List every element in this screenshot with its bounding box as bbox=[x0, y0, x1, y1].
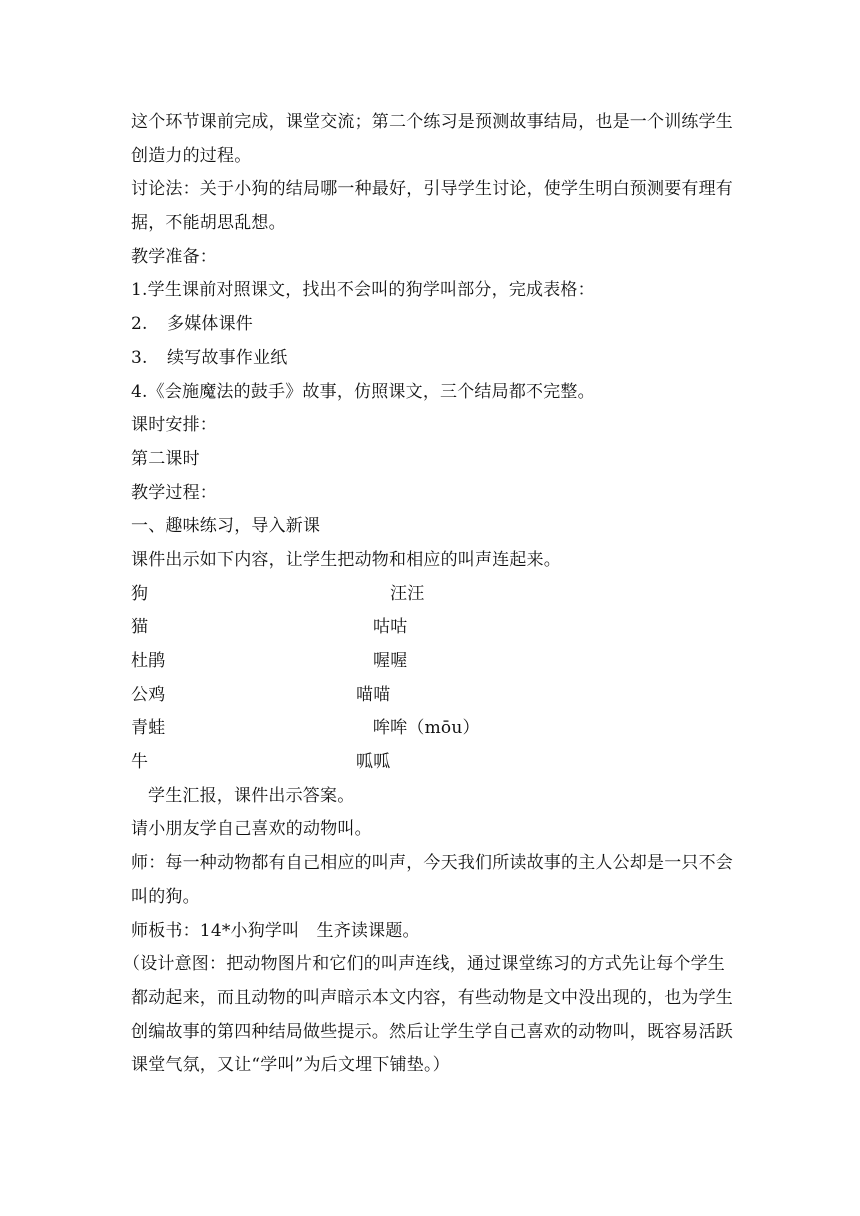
list-number: 3. bbox=[131, 347, 148, 368]
paragraph-line: 创造力的过程。 bbox=[131, 145, 252, 166]
list-text: 续写故事作业纸 bbox=[167, 347, 288, 368]
matching-row bbox=[131, 712, 741, 746]
courseware-intro: 课件出示如下内容，让学生把动物和相应的叫声连起来。 bbox=[131, 549, 561, 570]
paragraph-line: 据，不能胡思乱想。 bbox=[131, 213, 286, 234]
section-heading-schedule: 课时安排： bbox=[131, 415, 217, 436]
list-number: 2. bbox=[131, 314, 148, 335]
matching-row bbox=[131, 746, 741, 780]
animal-name: 杜鹃 bbox=[131, 651, 166, 671]
design-intent-line: （设计意图：把动物图片和它们的叫声连线，通过课堂练习的方式先让每个学生 bbox=[123, 954, 725, 975]
animal-sound: 喵喵 bbox=[356, 684, 391, 705]
board-writing: 师板书：14*小狗学叫 生齐读课题。 bbox=[131, 920, 420, 941]
design-intent-line: 都动起来，而且动物的叫声暗示本文内容，有些动物是文中没出现的，也为学生 bbox=[131, 987, 733, 1008]
teacher-line: 叫的狗。 bbox=[131, 886, 200, 907]
lesson-label: 第二课时 bbox=[131, 448, 200, 469]
design-intent-line: 课堂气氛，又让“学叫”为后文埋下铺垫。） bbox=[131, 1055, 450, 1076]
student-report: 学生汇报，课件出示答案。 bbox=[148, 785, 355, 806]
document-body bbox=[123, 106, 741, 1083]
prep-item-1: 1.学生课前对照课文，找出不会叫的狗学叫部分，完成表格： bbox=[131, 280, 595, 301]
prep-item-3 bbox=[131, 342, 741, 376]
subsection-heading: 一、趣味练习，导入新课 bbox=[131, 516, 321, 537]
section-heading-process: 教学过程： bbox=[131, 482, 217, 503]
prep-item-4: 4.《会施魔法的鼓手》故事，仿照课文，三个结局都不完整。 bbox=[131, 381, 595, 402]
animal-sound: 喔喔 bbox=[373, 651, 408, 671]
teacher-line: 师：每一种动物都有自己相应的叫声，今天我们所读故事的主人公却是一只不会 bbox=[131, 853, 733, 874]
animal-sound: 咕咕 bbox=[373, 617, 408, 638]
design-intent-line: 创编故事的第四种结局做些提示。然后让学生学自己喜欢的动物叫，既容易活跃 bbox=[131, 1021, 733, 1042]
imitate-instruction: 请小朋友学自己喜欢的动物叫。 bbox=[131, 819, 372, 840]
animal-name: 猫 bbox=[131, 617, 149, 638]
animal-name: 青蛙 bbox=[131, 718, 166, 739]
list-text: 多媒体课件 bbox=[167, 314, 253, 335]
animal-sound: 哞哞（mōu） bbox=[373, 718, 480, 739]
animal-name: 狗 bbox=[131, 583, 149, 604]
matching-row bbox=[131, 578, 741, 612]
paragraph-line: 这个环节课前完成，课堂交流；第二个练习是预测故事结局，也是一个训练学生 bbox=[131, 112, 733, 132]
matching-row bbox=[131, 645, 741, 679]
matching-row bbox=[131, 679, 741, 713]
animal-sound: 汪汪 bbox=[390, 583, 425, 604]
section-heading-prep: 教学准备： bbox=[131, 246, 217, 267]
prep-item-2 bbox=[131, 308, 741, 342]
matching-row bbox=[131, 611, 741, 645]
animal-sound: 呱呱 bbox=[356, 752, 391, 773]
animal-name: 牛 bbox=[131, 752, 149, 773]
paragraph-line: 讨论法：关于小狗的结局哪一种最好，引导学生讨论，使学生明白预测要有理有 bbox=[131, 179, 733, 200]
animal-name: 公鸡 bbox=[131, 684, 166, 705]
